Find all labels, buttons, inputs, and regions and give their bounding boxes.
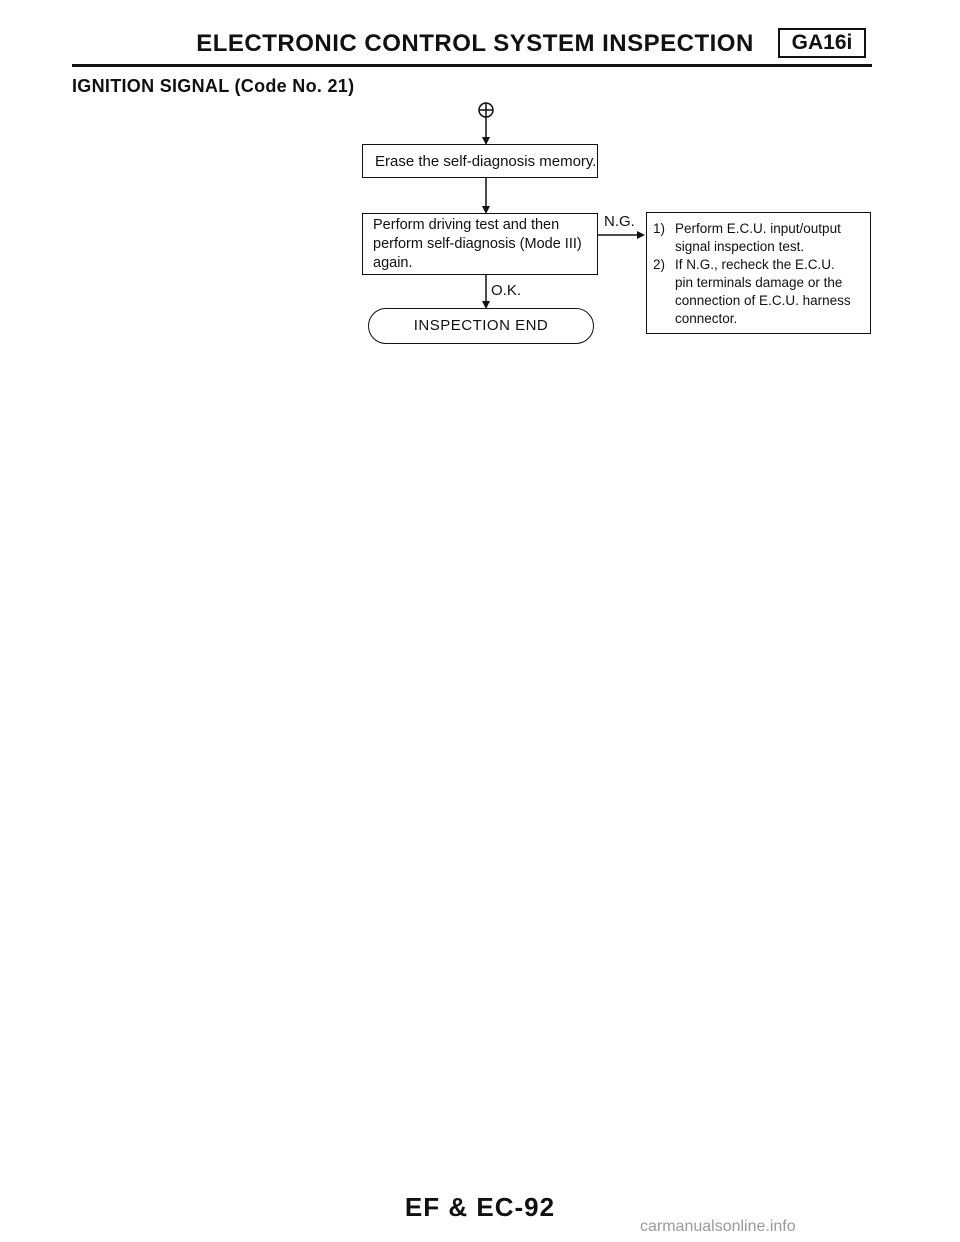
ng-action-line: pin terminals damage or the [675, 275, 843, 290]
ng-action-line: signal inspection test. [675, 239, 805, 254]
model-code-badge: GA16i [778, 28, 866, 58]
page-number: EF & EC-92 [404, 1192, 556, 1222]
step-erase-memory-box: Erase the self-diagnosis memory. [362, 144, 598, 178]
ng-branch-label: N.G. [604, 213, 635, 230]
step-driving-test-line: Perform driving test and then [373, 217, 560, 233]
section-heading: IGNITION SIGNAL (Code No. 21) [72, 76, 355, 96]
ng-action-item-2-cont [653, 310, 864, 328]
ng-action-item-2-cont [653, 274, 864, 292]
ng-action-item-1 [653, 220, 864, 238]
step-driving-test-line: again. [373, 255, 413, 271]
ng-action-line: connector. [675, 311, 738, 326]
start-connector-icon [479, 103, 493, 117]
ng-action-line: Perform E.C.U. input/output [675, 221, 841, 236]
inspection-end-terminal: INSPECTION END [368, 308, 594, 344]
ng-action-item-1-cont [653, 238, 864, 256]
ng-action-item-2 [653, 256, 864, 274]
ng-action-line: connection of E.C.U. harness [675, 293, 851, 308]
ng-action-line: If N.G., recheck the E.C.U. [675, 257, 835, 272]
ng-action-number: 1) [653, 221, 666, 236]
ok-branch-label: O.K. [491, 282, 522, 299]
ng-action-number: 2) [653, 257, 666, 272]
ng-action-box [646, 212, 871, 334]
page-title: ELECTRONIC CONTROL SYSTEM INSPECTION [196, 30, 754, 57]
watermark-text: carmanualsonline.info [640, 1218, 796, 1235]
step-driving-test-line: perform self-diagnosis (Mode III) [373, 236, 582, 252]
ng-action-item-2-cont [653, 292, 864, 310]
step-driving-test-box [362, 213, 598, 275]
